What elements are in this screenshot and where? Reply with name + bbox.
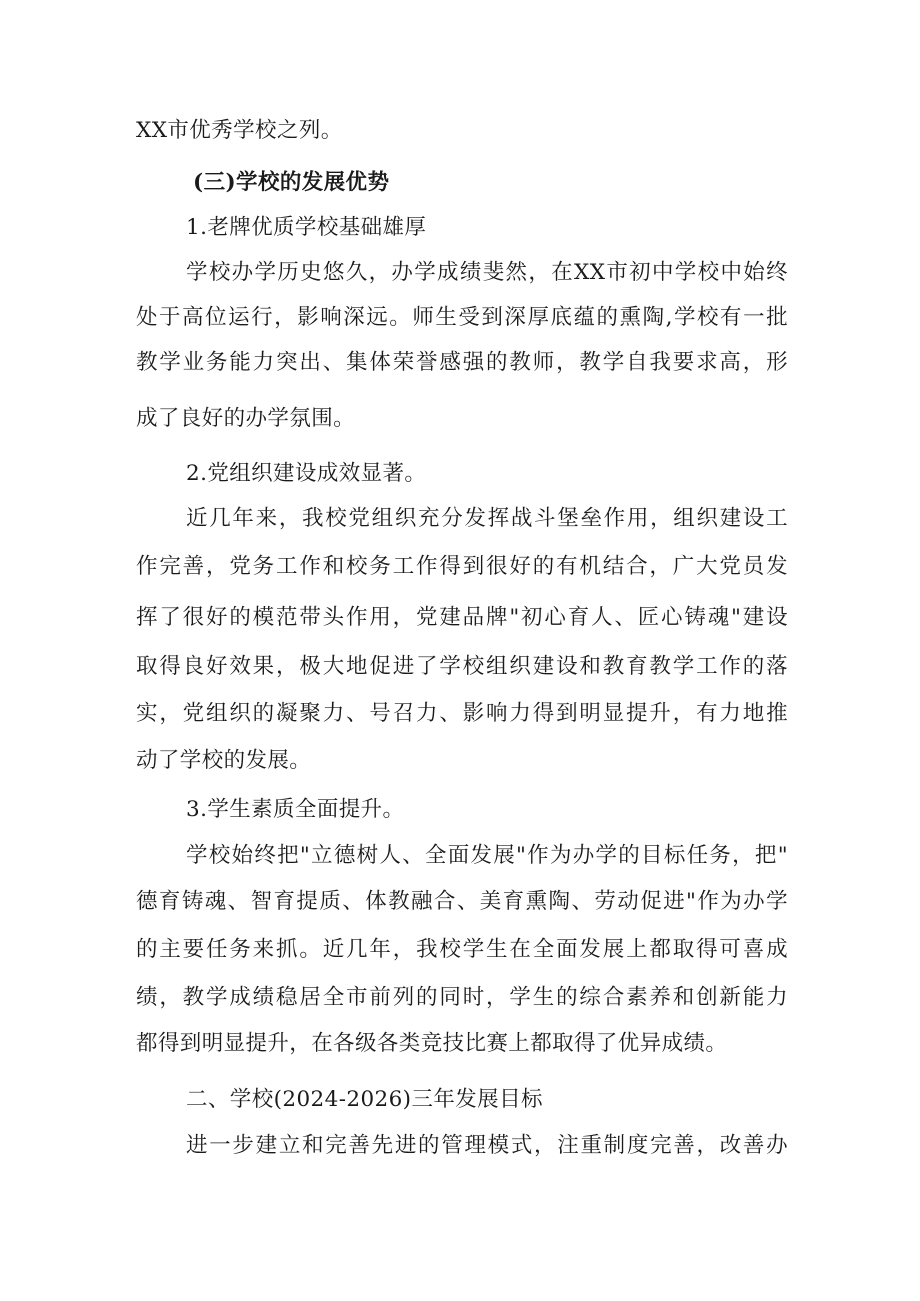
paragraph-line: 取得良好效果，极大地促进了学校组织建设和教育教学工作的落 — [136, 654, 788, 679]
paragraph-line: 德育铸魂、智育提质、体教融合、美育熏陶、劳动促进"作为办学 — [136, 889, 788, 914]
paragraph-line: 近几年来，我校党组织充分发挥战斗堡垒作用，组织建设工 — [186, 506, 788, 531]
paragraph-line: 的主要任务来抓。近几年，我校学生在全面发展上都取得可喜成 — [136, 937, 788, 962]
paragraph-line: 进一步建立和完善先进的管理模式，注重制度完善，改善办 — [186, 1133, 788, 1158]
paragraph-line: 都得到明显提升，在各级各类竞技比赛上都取得了优异成绩。 — [136, 1031, 728, 1056]
paragraph-line: 学校办学历史悠久，办学成绩斐然，在XX市初中学校中始终 — [186, 260, 788, 285]
paragraph-line: 实，党组织的凝聚力、号召力、影响力得到明显提升，有力地推 — [136, 701, 788, 726]
paragraph-line: 作完善，党务工作和校务工作得到很好的有机结合，广大党员发 — [136, 554, 788, 579]
paragraph-line: 动了学校的发展。 — [136, 748, 312, 773]
paragraph-line: 成了良好的办学氛围。 — [136, 406, 356, 431]
paragraph-line: 挥了很好的模范带头作用，党建品牌"初心育人、匠心铸魂"建设 — [136, 605, 788, 630]
paragraph-line: 绩，教学成绩稳居全市前列的同时，学生的综合素养和创新能力 — [136, 985, 788, 1010]
section-heading: (三)学校的发展优势 — [193, 170, 390, 195]
paragraph-line: 教学业务能力突出、集体荣誉感强的教师，教学自我要求高，形 — [136, 350, 788, 375]
paragraph-line: 学校始终把"立德树人、全面发展"作为办学的目标任务，把" — [186, 843, 788, 868]
chapter-heading: 二、学校(2024-2026)三年发展目标 — [186, 1087, 543, 1112]
subsection-heading: 2.党组织建设成效显著。 — [186, 461, 427, 486]
subsection-heading: 3.学生素质全面提升。 — [186, 797, 405, 822]
paragraph-line: 处于高位运行，影响深远。师生受到深厚底蕴的熏陶,学校有一批 — [136, 305, 788, 330]
paragraph-line: XX市优秀学校之列。 — [136, 118, 343, 143]
subsection-heading: 1.老牌优质学校基础雄厚 — [186, 215, 427, 240]
